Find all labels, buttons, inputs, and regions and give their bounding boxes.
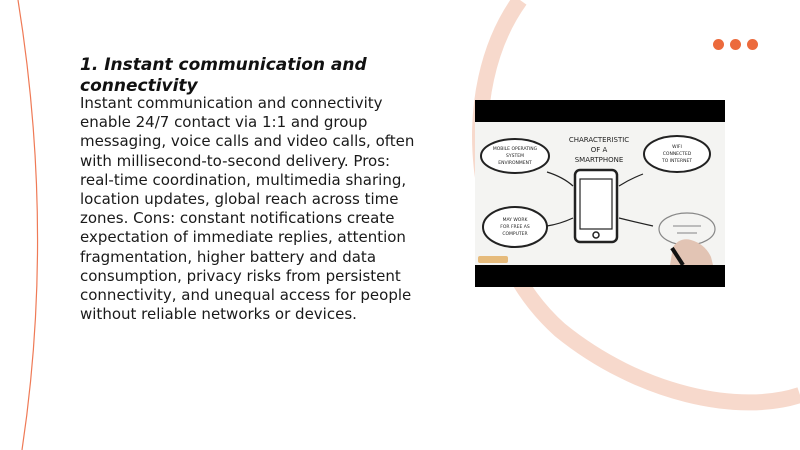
video-logo-icon <box>478 256 508 263</box>
video-heading-line1: CHARACTERISTIC <box>568 136 630 144</box>
slide-dots-icon <box>713 39 758 50</box>
video-heading-line3: SMARTPHONE <box>574 156 624 164</box>
video-thumbnail[interactable] <box>475 100 725 287</box>
bubble-bl-line2: FOR FREE AS <box>500 225 530 230</box>
bubble-tl-line1: MOBILE OPERATING <box>492 147 538 152</box>
bubble-tl-line3: ENVIRONMENT <box>498 161 532 166</box>
video-heading-line2: OF A <box>590 146 608 154</box>
bubble-bl-line1: MAY WORK <box>502 218 528 223</box>
bubble-tr-line1: WIFI <box>672 145 682 150</box>
slide-title: 1. Instant communication and connectivity <box>80 55 367 96</box>
video-frame <box>475 122 725 265</box>
bubble-tr-line3: TO INTERNET <box>661 159 693 164</box>
dot-icon <box>730 39 741 50</box>
dot-icon <box>713 39 724 50</box>
slide-body-text: Instant communication and connectivity enable 24/7 contact via 1:1 and group messaging, voice calls and video calls, often with millisecond-to-second delivery. Pros: real-time coordination, multimedia sharing, location updates, global reach across time zones. Cons: constant notifications create expectation of immediate replies, attention fragmentation, higher battery and data consumption, privacy risks from persistent connectivity, and unequal access for people without reliable networks or devices. <box>80 94 415 324</box>
bubble-tr-line2: CONNECTED <box>662 152 692 157</box>
left-arc-line <box>18 0 38 450</box>
bubble-mobile-os <box>481 139 549 173</box>
dot-icon <box>747 39 758 50</box>
bubble-free-computer <box>483 207 547 247</box>
bubble-tl-line2: SYSTEM <box>506 154 524 159</box>
smartphone-icon <box>575 170 617 242</box>
bubble-wifi <box>644 136 710 172</box>
bubble-bl-line3: COMPUTER <box>502 232 528 237</box>
